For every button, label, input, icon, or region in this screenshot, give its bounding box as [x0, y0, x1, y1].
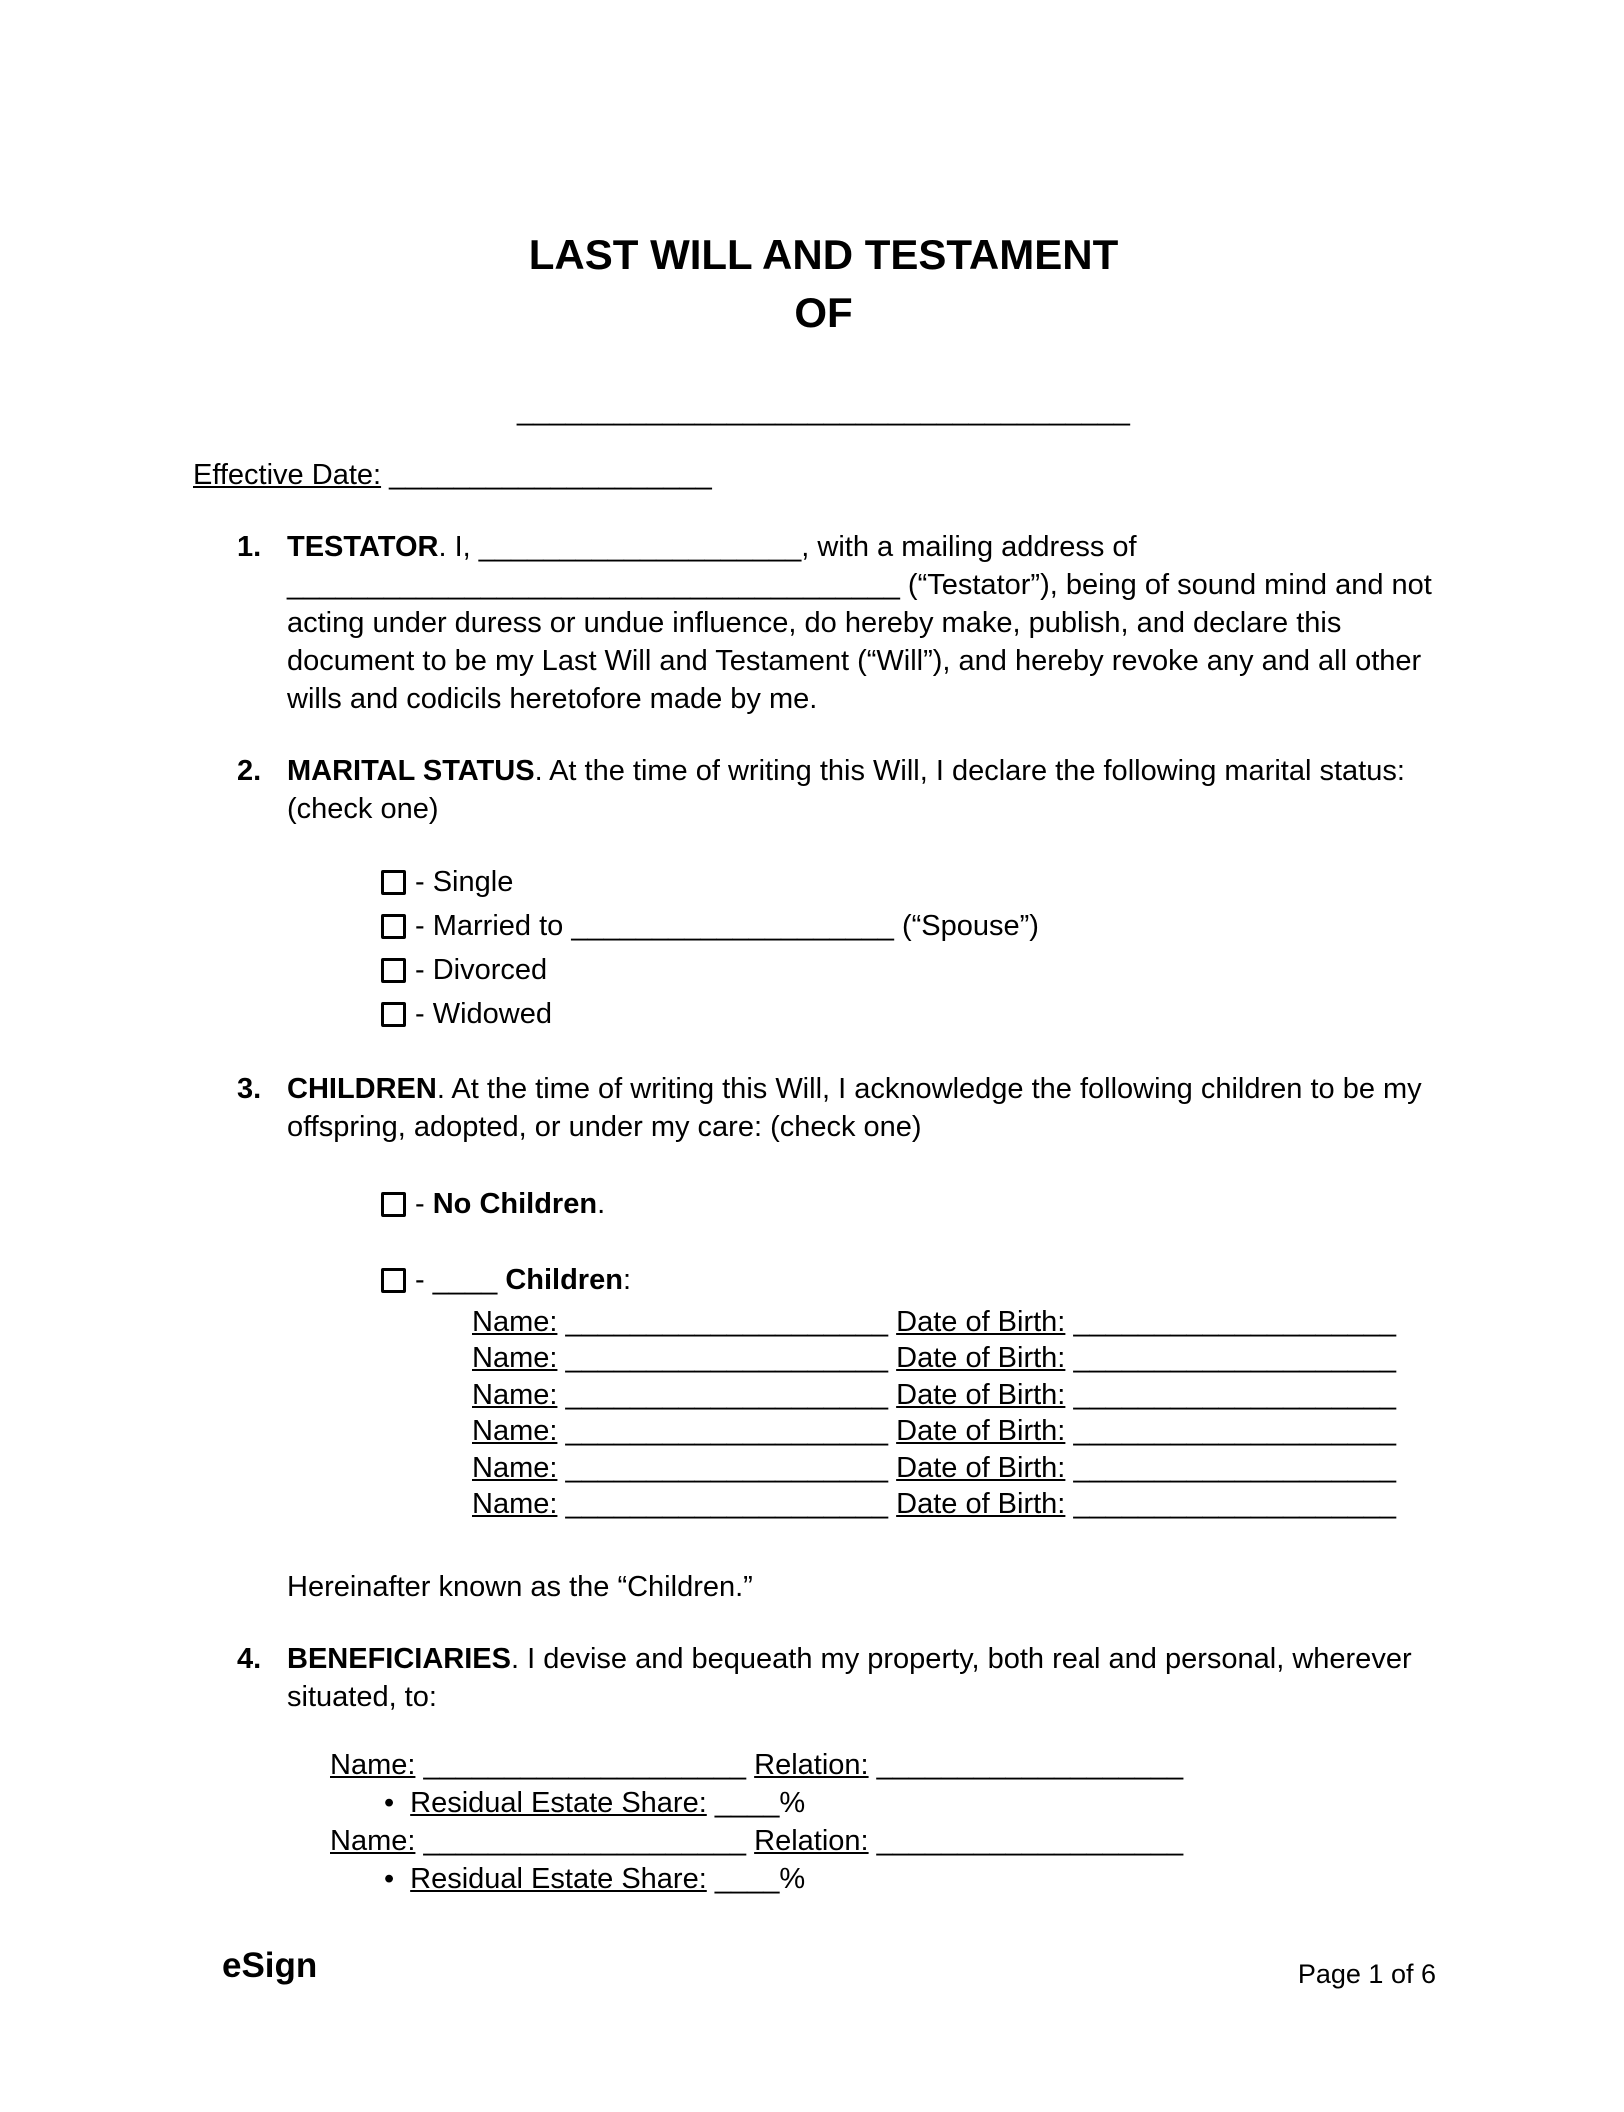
title-line-2: OF [794, 288, 853, 336]
child-name-blank[interactable]: ____________________ [565, 1378, 889, 1411]
page-number: Page 1 of 6 [1297, 1959, 1436, 1989]
marital-option-single [381, 860, 1454, 904]
child-dob-label: Date of Birth: [896, 1415, 1066, 1448]
effective-date-blank[interactable]: ____________________ [389, 458, 712, 491]
children-dash: - [415, 1263, 425, 1296]
section-2-paragraph [287, 752, 1454, 828]
section-4-beneficiaries [193, 1640, 1454, 1898]
bullet-marker: • [384, 1862, 395, 1895]
hereinafter-note: Hereinafter known as the “Children.” [287, 1570, 753, 1603]
section-1-number: 1. [237, 530, 262, 563]
title-line-1: LAST WILL AND TESTAMENT [528, 231, 1119, 278]
section-2-number: 2. [237, 754, 262, 787]
widowed-label: - Widowed [415, 997, 552, 1030]
beneficiary-relation-label: Relation: [754, 1824, 869, 1857]
marital-status-options [287, 860, 1454, 1036]
residual-share-label: Residual Estate Share: [410, 1786, 707, 1819]
no-children-dash: - [415, 1187, 425, 1220]
child-row [472, 1486, 1454, 1523]
child-name-label: Name: [472, 1488, 558, 1521]
child-dob-label: Date of Birth: [896, 1342, 1066, 1375]
child-dob-blank[interactable]: ____________________ [1073, 1488, 1397, 1521]
residual-share-label: Residual Estate Share: [410, 1862, 707, 1895]
effective-date-line [193, 456, 1454, 494]
children-name-list [472, 1304, 1454, 1523]
divorced-checkbox[interactable] [381, 958, 406, 983]
beneficiary-name-label: Name: [330, 1748, 416, 1781]
effective-date-label: Effective Date: [193, 458, 382, 491]
married-checkbox[interactable] [381, 914, 406, 939]
section-4-number: 4. [237, 1642, 262, 1675]
beneficiary-row [330, 1822, 1454, 1860]
child-name-blank[interactable]: ____________________ [565, 1451, 889, 1484]
beneficiary-relation-blank[interactable]: ___________________ [876, 1748, 1184, 1781]
widowed-checkbox[interactable] [381, 1002, 406, 1027]
child-dob-blank[interactable]: ____________________ [1073, 1451, 1397, 1484]
section-3-number: 3. [237, 1072, 262, 1105]
beneficiary-share-row [384, 1860, 1454, 1898]
child-dob-blank[interactable]: ____________________ [1073, 1378, 1397, 1411]
child-dob-blank[interactable]: ____________________ [1073, 1415, 1397, 1448]
marital-option-divorced [381, 948, 1454, 992]
section-1-content [287, 528, 1454, 718]
residual-share-percent: % [779, 1862, 806, 1895]
section-4-content [287, 1640, 1454, 1898]
child-dob-blank[interactable]: ____________________ [1073, 1305, 1397, 1338]
child-name-blank[interactable]: ____________________ [565, 1415, 889, 1448]
children-count-blank[interactable]: ____ [432, 1263, 498, 1296]
child-name-blank[interactable]: ____________________ [565, 1305, 889, 1338]
child-name-label: Name: [472, 1342, 558, 1375]
child-row [472, 1377, 1454, 1414]
section-3-children [193, 1070, 1454, 1606]
beneficiary-share-row [384, 1784, 1454, 1822]
section-4-body: . I devise and bequeath my property, both real and personal, wherever situated, to: [287, 1642, 1412, 1713]
beneficiary-name-blank[interactable]: ____________________ [423, 1748, 747, 1781]
section-3-body: . At the time of writing this Will, I acknowledge the following children to be my offspring, adopted, or under my care: (check one) [287, 1072, 1422, 1143]
child-row [472, 1304, 1454, 1341]
beneficiary-relation-blank[interactable]: ___________________ [876, 1824, 1184, 1857]
section-3-content [287, 1070, 1454, 1606]
section-4-heading: BENEFICIARIES [287, 1642, 511, 1675]
divorced-label: - Divorced [415, 953, 548, 986]
beneficiary-row [330, 1746, 1454, 1784]
children-option [381, 1258, 1454, 1302]
child-name-label: Name: [472, 1378, 558, 1411]
no-children-suffix: . [597, 1187, 606, 1220]
child-dob-label: Date of Birth: [896, 1305, 1066, 1338]
child-dob-label: Date of Birth: [896, 1378, 1066, 1411]
beneficiary-name-blank[interactable]: ____________________ [423, 1824, 747, 1857]
section-2-content [287, 752, 1454, 1036]
no-children-label: No Children [432, 1187, 598, 1220]
section-1-body: . I, ____________________, with a mailing address of ______________________________________ (“Testator”), being of sound mind and not acting under duress or undue influence, do hereby make, publish, and declare this document to be my Last Will and Testament (“Will”), and hereby revoke any and all other wills and codicils heretofore made by me. [287, 530, 1432, 715]
marital-option-widowed [381, 992, 1454, 1036]
section-1-testator [193, 528, 1454, 718]
children-label: Children [505, 1263, 623, 1296]
section-3-heading: CHILDREN [287, 1072, 437, 1105]
child-row [472, 1413, 1454, 1450]
child-name-label: Name: [472, 1305, 558, 1338]
child-name-blank[interactable]: ____________________ [565, 1488, 889, 1521]
esign-logo: eSign [222, 1946, 318, 1985]
no-children-checkbox[interactable] [381, 1192, 406, 1217]
section-1-heading: TESTATOR [287, 530, 439, 563]
single-checkbox[interactable] [381, 870, 406, 895]
section-3-paragraph [287, 1070, 1454, 1146]
residual-share-blank[interactable]: ____ [714, 1786, 780, 1819]
section-2-marital-status [193, 752, 1454, 1036]
children-suffix: : [622, 1263, 631, 1296]
child-row [472, 1340, 1454, 1377]
marital-option-married [381, 904, 1454, 948]
child-name-label: Name: [472, 1451, 558, 1484]
single-label: - Single [415, 865, 514, 898]
beneficiary-name-label: Name: [330, 1824, 416, 1857]
beneficiary-list [330, 1746, 1454, 1898]
no-children-option [381, 1182, 1454, 1226]
child-dob-label: Date of Birth: [896, 1488, 1066, 1521]
child-name-label: Name: [472, 1415, 558, 1448]
section-2-heading: MARITAL STATUS [287, 754, 535, 787]
child-dob-blank[interactable]: ____________________ [1073, 1342, 1397, 1375]
document-title [193, 226, 1454, 342]
married-label: - Married to ____________________ (“Spouse”) [415, 909, 1039, 942]
child-row [472, 1450, 1454, 1487]
child-dob-label: Date of Birth: [896, 1451, 1066, 1484]
testator-name-blank[interactable]: ______________________________________ [517, 394, 1130, 427]
bullet-marker: • [384, 1786, 395, 1819]
child-name-blank[interactable]: ____________________ [565, 1342, 889, 1375]
residual-share-blank[interactable]: ____ [714, 1862, 780, 1895]
section-2-body: . At the time of writing this Will, I declare the following marital status: (check one) [287, 754, 1405, 825]
residual-share-percent: % [779, 1786, 806, 1819]
section-4-paragraph [287, 1640, 1454, 1716]
beneficiary-relation-label: Relation: [754, 1748, 869, 1781]
children-checkbox[interactable] [381, 1268, 406, 1293]
